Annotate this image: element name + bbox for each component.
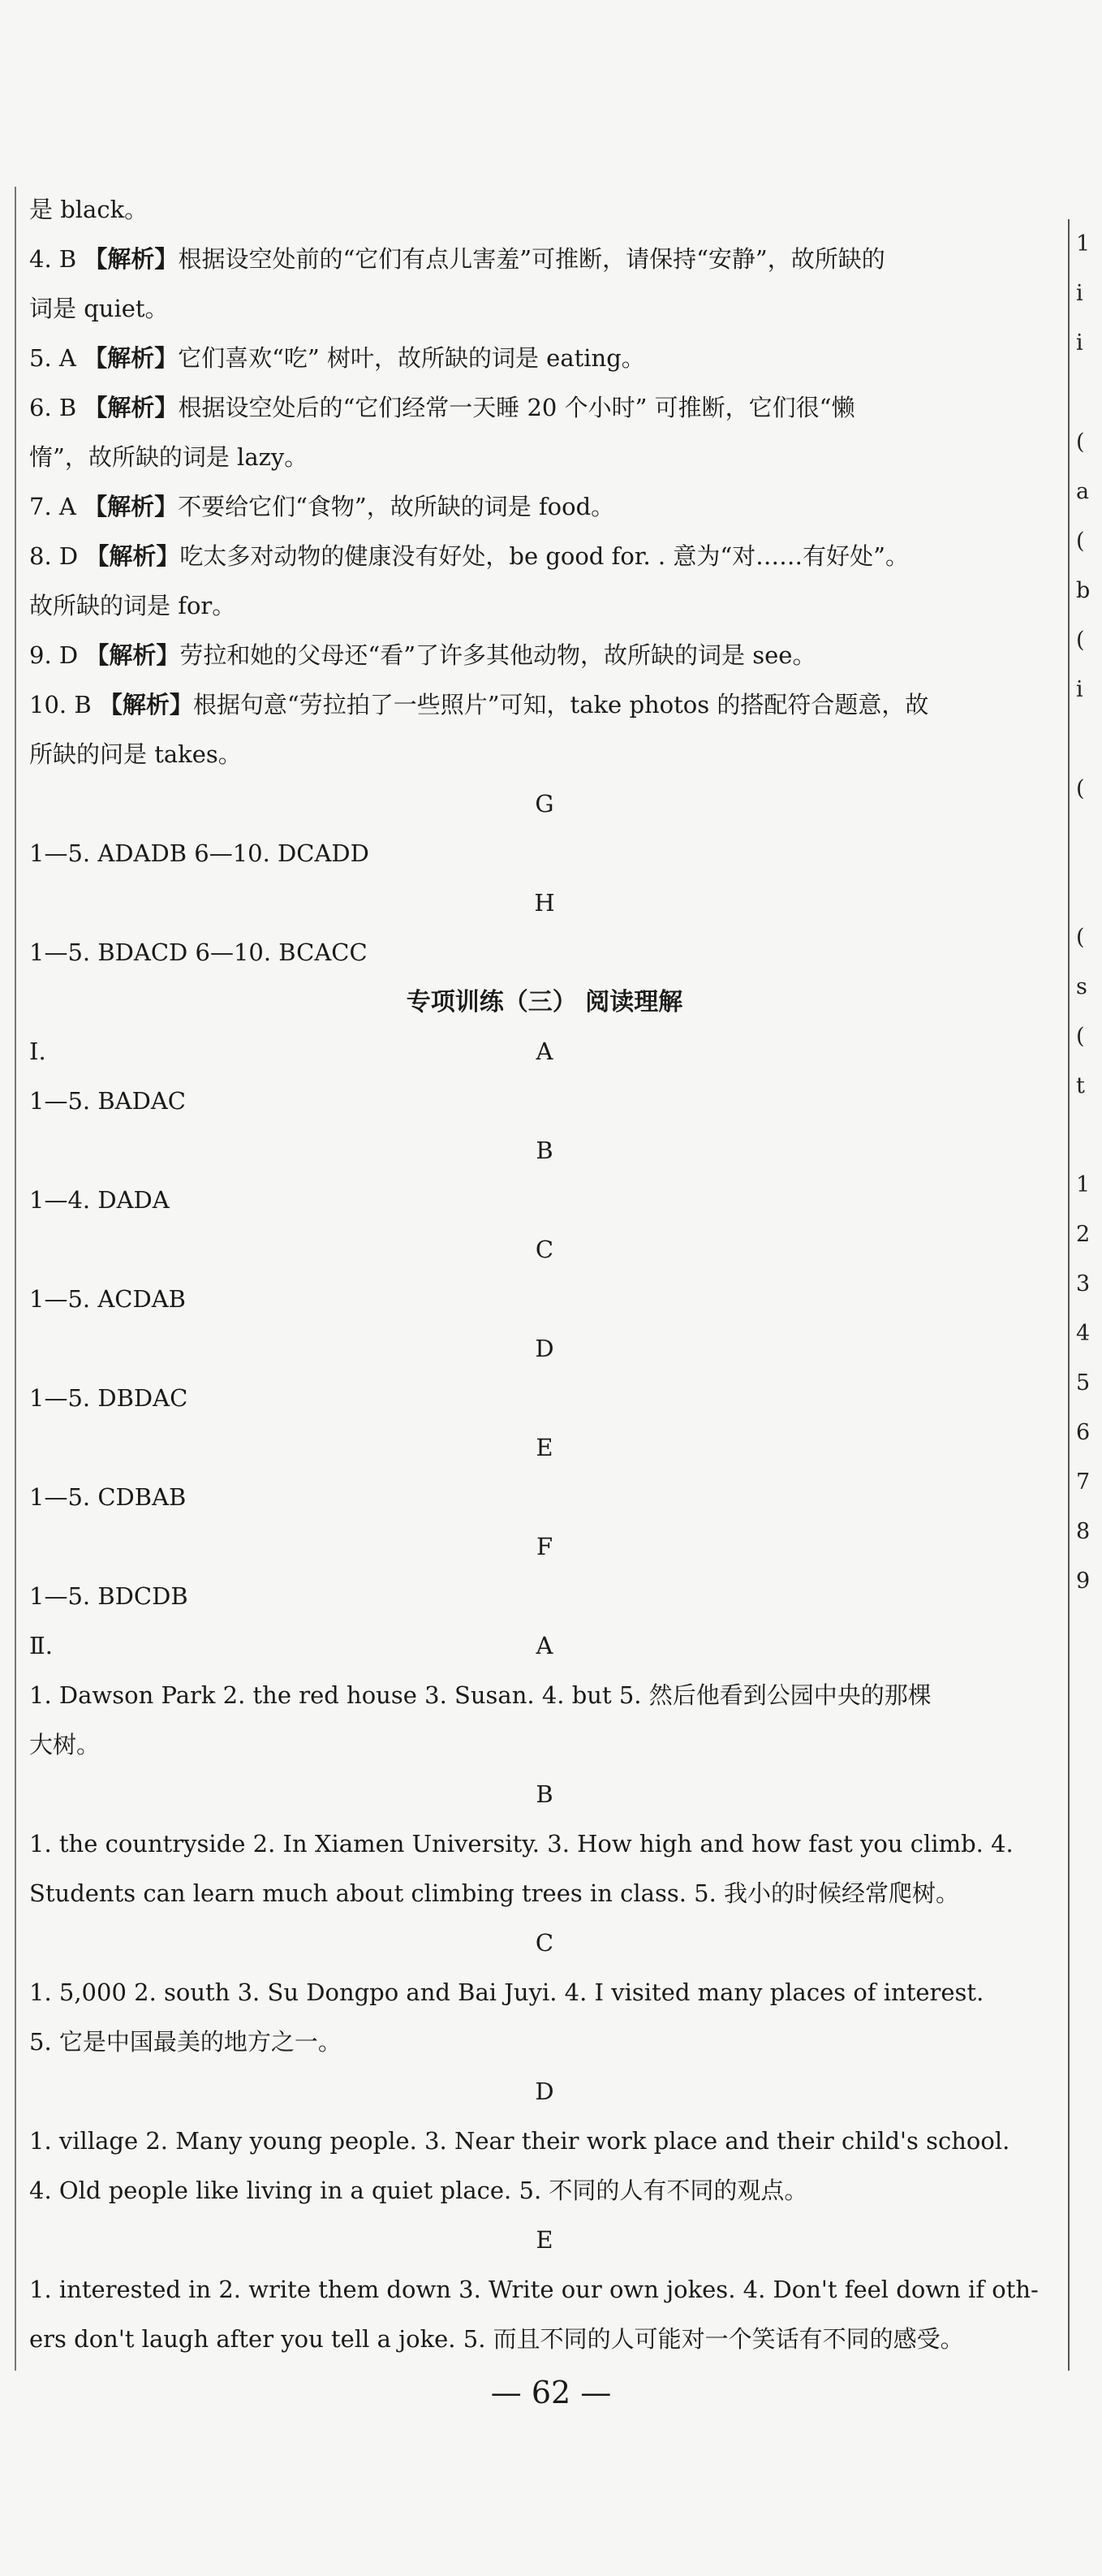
answer-line (29, 383, 1060, 433)
answer-line (29, 1968, 1060, 2017)
part-label-row (29, 1027, 1060, 1077)
fragment-char: 3 (1076, 1271, 1091, 1297)
section-label: G (535, 790, 554, 818)
question-number: 10. B (29, 691, 99, 718)
answer-line (29, 1374, 1060, 1423)
part-number: Ⅱ. (29, 1632, 53, 1659)
section-label: A (536, 1038, 553, 1065)
answer-text: 大树。 (29, 1731, 101, 1758)
answer-text: 根据句意“劳拉拍了一些照片”可知，take photos 的搭配符合题意，故 (192, 691, 929, 718)
answer-text: 1—5. DBDAC (29, 1384, 188, 1412)
fragment-char (1076, 813, 1102, 863)
fragment-char: 7 (1076, 1469, 1091, 1495)
fragment-char: b (1076, 578, 1091, 603)
analysis-tag: 【解析】 (84, 394, 179, 421)
question-number: 4. B (29, 245, 84, 273)
answer-line (29, 433, 1060, 482)
answer-line (29, 928, 1060, 977)
answer-text: 故所缺的词是 for。 (29, 592, 236, 619)
section-label: F (536, 1533, 553, 1560)
answer-text: 4. Old people like living in a quiet place. 5. 不同的人有不同的观点。 (29, 2177, 808, 2204)
answer-line (29, 1819, 1060, 1869)
answer-line (29, 334, 1060, 383)
fragment-char: a (1076, 479, 1090, 504)
fragment-char (1076, 714, 1102, 764)
answer-text: 它们喜欢“吃” 树叶，故所缺的词是 eating。 (178, 344, 645, 372)
analysis-tag: 【解析】 (98, 691, 193, 718)
section-label: E (536, 2226, 553, 2254)
section-label: D (535, 2078, 554, 2105)
analysis-tag: 【解析】 (85, 542, 180, 570)
answer-text: 1. the countryside 2. In Xiamen University. 3. How high and how fast you climb. 4. (29, 1830, 1014, 1858)
fragment-char: ( (1076, 529, 1085, 554)
fragment-char: 9 (1076, 1568, 1091, 1594)
analysis-tag: 【解析】 (84, 245, 179, 273)
answer-line (29, 2017, 1060, 2067)
left-margin-line (15, 187, 16, 2371)
page-number: — 62 — (490, 2375, 612, 2410)
answer-line (29, 185, 1060, 235)
fragment-char (1076, 368, 1102, 417)
answer-text: Students can learn much about climbing trees in class. 5. 我小的时候经常爬树。 (29, 1879, 960, 1907)
section-label: C (535, 1236, 554, 1263)
answer-line (29, 680, 1060, 730)
question-number: 5. A (29, 344, 84, 372)
answer-text: 根据设空处后的“它们经常一天睡 20 个小时” 可推断，它们很“懒 (178, 394, 855, 421)
analysis-tag: 【解析】 (85, 641, 180, 669)
answer-line (29, 730, 1060, 779)
section-label: C (535, 1929, 554, 1957)
answer-line (29, 1572, 1060, 1621)
answer-line (29, 1869, 1060, 1918)
answer-text: 根据设空处前的“它们有点儿害羞”可推断，请保持“安静”，故所缺的 (178, 245, 885, 273)
fragment-char: ( (1076, 628, 1085, 653)
fragment-char: 1 (1076, 1172, 1091, 1197)
answer-text: 是 black。 (29, 196, 149, 223)
fragment-char: ( (1076, 1024, 1085, 1049)
adjacent-column-fragment (1076, 219, 1102, 1606)
answer-text: 1. 5,000 2. south 3. Su Dongpo and Bai Juyi. 4. I visited many places of interest. (29, 1978, 984, 2006)
analysis-tag: 【解析】 (84, 344, 179, 372)
analysis-tag: 【解析】 (84, 493, 179, 520)
answer-line (29, 1275, 1060, 1324)
question-number: 6. B (29, 394, 84, 421)
section-label: A (536, 1632, 553, 1659)
fragment-char: ( (1076, 925, 1085, 950)
question-number: 7. A (29, 493, 84, 520)
section-label: E (536, 1434, 553, 1461)
answer-text: 吃太多对动物的健康没有好处，be good for. . 意为“对……有好处”。 (179, 542, 909, 570)
answer-line (29, 581, 1060, 631)
answer-text: 1—5. BDACD 6—10. BCACC (29, 938, 368, 966)
fragment-char: 6 (1076, 1420, 1091, 1445)
fragment-char: 1 (1076, 231, 1091, 257)
answer-text: 1—5. CDBAB (29, 1483, 187, 1511)
answer-key-column (29, 185, 1060, 2364)
fragment-char: 2 (1076, 1222, 1091, 1247)
answer-line (29, 2116, 1060, 2166)
answer-line (29, 2315, 1060, 2364)
answer-text: 劳拉和她的父母还“看”了许多其他动物，故所缺的词是 see。 (179, 641, 816, 669)
answer-text: 词是 quiet。 (29, 295, 169, 322)
fragment-char (1076, 863, 1102, 913)
fragment-char: 8 (1076, 1519, 1091, 1544)
column-divider (1068, 219, 1070, 2371)
section-label: H (534, 889, 555, 917)
answer-line (29, 631, 1060, 680)
answer-line (29, 1671, 1060, 1720)
answer-line (29, 284, 1060, 334)
answer-text: 1—4. DADA (29, 1186, 170, 1214)
answer-text: 1—5. ACDAB (29, 1285, 186, 1313)
answer-text: 不要给它们“食物”，故所缺的词是 food。 (178, 493, 615, 520)
section-heading: 专项训练（三） 阅读理解 (406, 988, 683, 1016)
answer-line (29, 1720, 1060, 1770)
fragment-char: i (1076, 330, 1083, 356)
answer-line (29, 1077, 1060, 1126)
answer-line (29, 482, 1060, 532)
fragment-char: t (1076, 1073, 1085, 1098)
answer-text: 1—5. BDCDB (29, 1582, 188, 1610)
fragment-char: ( (1076, 429, 1085, 455)
answer-text: 1—5. ADADB 6—10. DCADD (29, 839, 369, 867)
section-label: B (536, 1780, 553, 1808)
answer-text: 1. interested in 2. write them down 3. Write our own jokes. 4. Don't feel down if oth- (29, 2276, 1039, 2303)
fragment-char: i (1076, 677, 1083, 702)
answer-text: 所缺的问是 takes。 (29, 740, 242, 768)
section-label: B (536, 1137, 553, 1164)
answer-line (29, 2166, 1060, 2216)
part-number: Ⅰ. (29, 1038, 46, 1065)
answer-text: ers don't laugh after you tell a joke. 5. 而且不同的人可能对一个笑话有不同的感受。 (29, 2325, 964, 2353)
answer-text: 1—5. BADAC (29, 1087, 186, 1115)
fragment-char: i (1076, 281, 1083, 306)
answer-line (29, 2265, 1060, 2315)
fragment-char: ( (1076, 776, 1085, 801)
part-label-row (29, 1621, 1060, 1671)
answer-text: 1. village 2. Many young people. 3. Near their work place and their child's school. (29, 2127, 1010, 2155)
answer-line (29, 829, 1060, 878)
fragment-char: 4 (1076, 1321, 1091, 1346)
answer-text: 惰”，故所缺的词是 lazy。 (29, 443, 308, 471)
section-label: D (535, 1335, 554, 1362)
fragment-char: 5 (1076, 1370, 1091, 1396)
answer-line (29, 532, 1060, 581)
answer-line (29, 1176, 1060, 1225)
answer-line (29, 1473, 1060, 1522)
answer-line (29, 235, 1060, 284)
answer-text: 1. Dawson Park 2. the red house 3. Susan. 4. but 5. 然后他看到公园中央的那棵 (29, 1681, 932, 1709)
fragment-char (1076, 1111, 1102, 1160)
question-number: 8. D (29, 542, 86, 570)
question-number: 9. D (29, 641, 86, 669)
answer-text: 5. 它是中国最美的地方之一。 (29, 2028, 342, 2056)
fragment-char: s (1076, 974, 1087, 999)
